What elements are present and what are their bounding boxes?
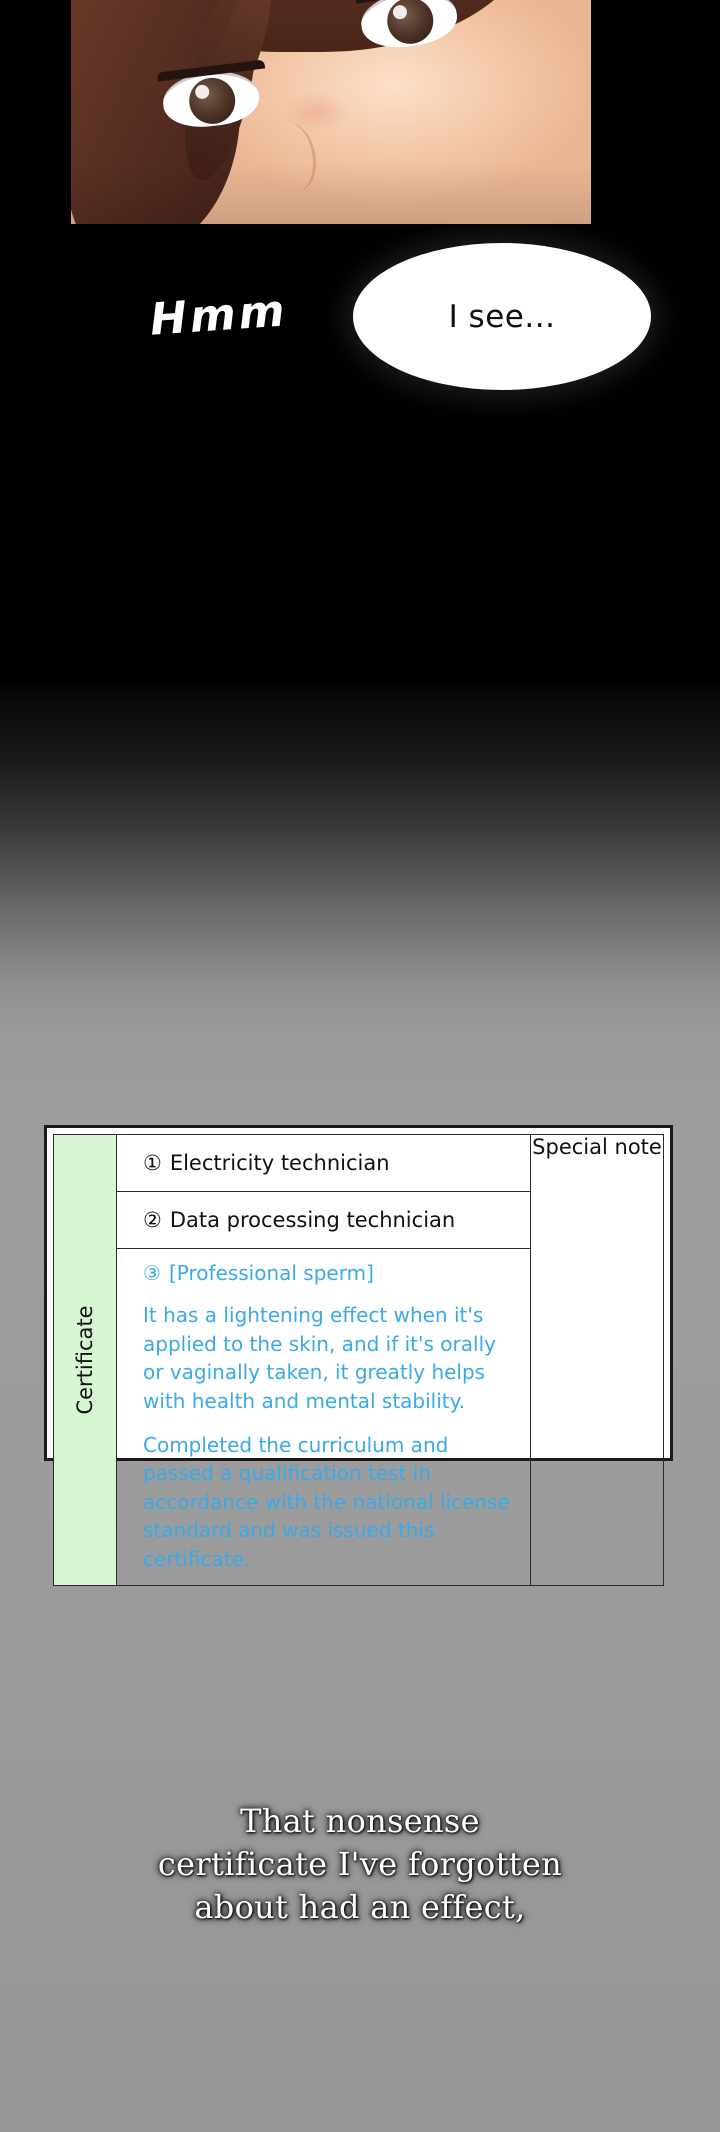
certificate-item-3 — [143, 1259, 516, 1287]
caption-line-1: That nonsense — [240, 1802, 480, 1840]
face-artwork-panel — [71, 0, 591, 224]
certificate-item-3-body — [117, 1249, 531, 1586]
caption-line-2: certificate I've forgotten — [157, 1845, 563, 1884]
special-note-cell — [531, 1135, 664, 1586]
item-number-2: ② — [143, 1208, 162, 1232]
table-row — [54, 1135, 664, 1192]
speech-bubble-text: I see... — [448, 298, 556, 335]
item-text-1: Electricity technician — [169, 1151, 390, 1175]
certificate-item-2 — [117, 1192, 531, 1249]
certificate-paragraph-1: It has a lightening effect when it's applied to the skin, and if it's orally or vaginally taken, it greatly helps with health and mental stability. — [143, 1303, 496, 1413]
certificate-label-text: Certificate — [73, 1305, 97, 1415]
panel-shadow — [71, 164, 591, 224]
iris-right — [384, 0, 436, 47]
sfx-text: Hmm — [148, 285, 290, 346]
caption-line-3: about had an effect, — [194, 1888, 526, 1927]
certificate-table — [53, 1134, 664, 1586]
item-number-3: ③ — [143, 1261, 161, 1285]
certificate-paragraph-2: Completed the curriculum and passed a qualification test in accordance with the national license standard and was issued this certificate. — [143, 1432, 510, 1571]
item-number-1: ① — [143, 1151, 162, 1175]
certificate-item-1 — [117, 1135, 531, 1192]
certificate-label-cell — [54, 1135, 117, 1586]
speech-bubble — [353, 243, 651, 390]
special-note-label: Special note — [532, 1135, 662, 1159]
iris-left — [187, 76, 238, 127]
item-text-2: Data processing technician — [169, 1208, 456, 1232]
certificate-document — [44, 1125, 673, 1571]
narration-caption — [0, 1800, 720, 1930]
item-text-3: [Professional sperm] — [168, 1261, 374, 1285]
